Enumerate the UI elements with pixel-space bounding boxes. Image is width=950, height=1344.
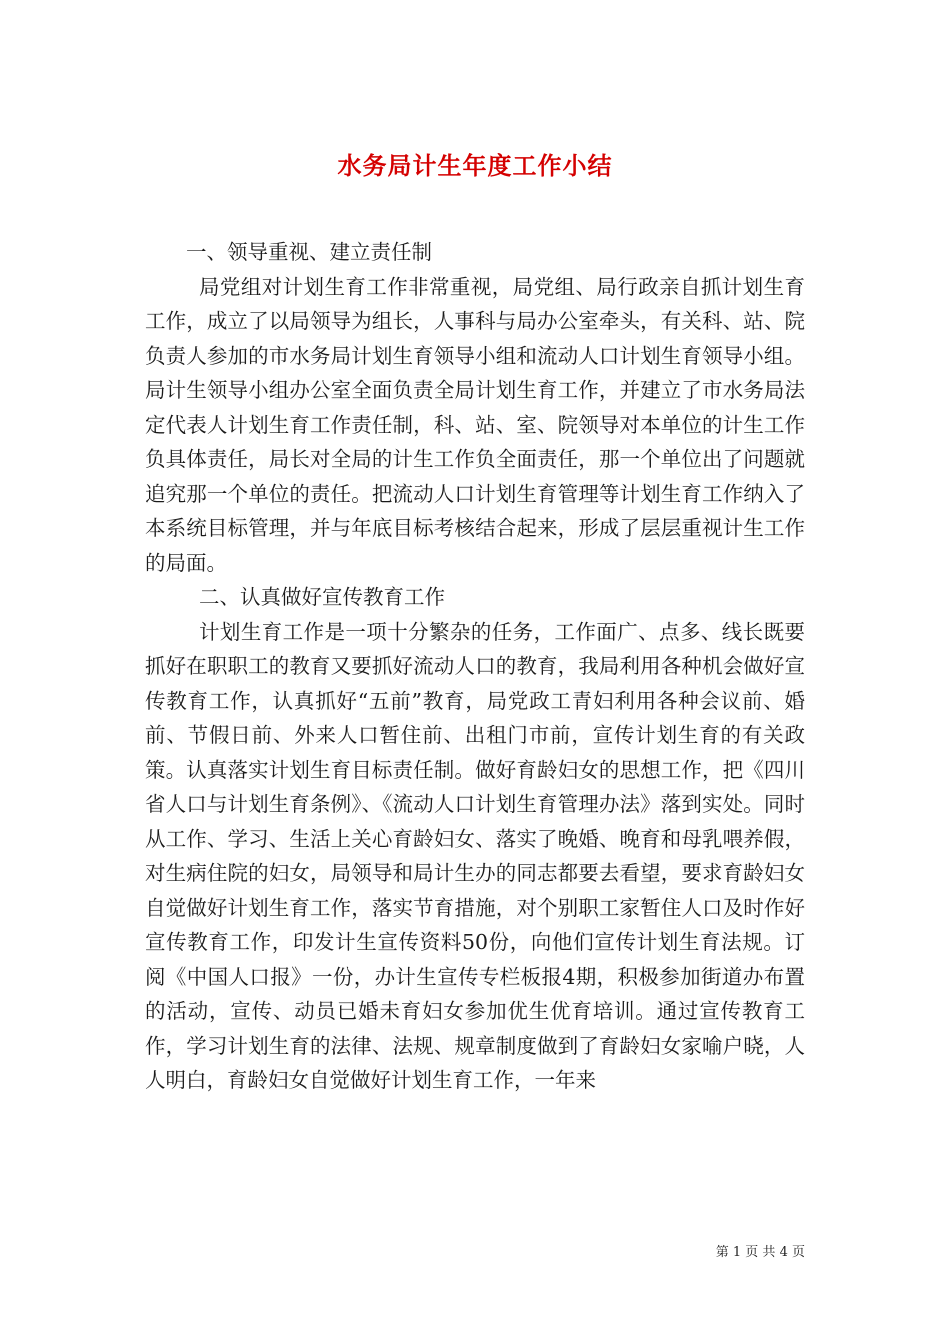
footer-prefix: 第 [715, 1245, 729, 1260]
document-body [145, 235, 805, 1098]
document-title: 水务局计生年度工作小结 [337, 151, 613, 181]
footer-middle: 页 共 [745, 1245, 776, 1260]
section-heading-1: 一、领导重视、建立责任制 [186, 240, 432, 264]
section-paragraph-2: 计划生育工作是一项十分繁杂的任务，工作面广、点多、线长既要抓好在职职工的教育又要抓好流动人口的教育，我局利用各种机会做好宣传教育工作，认真抓好“五前”教育，局党政工青妇利用各种会议前、婚前、节假日前、外来人口暂住前、出租门市前，宣传计划生育的有关政策。认真落实计划生育目标责任制。做好育龄妇女的思想工作，把《四川省人口与计划生育条例》、《流动人口计划生育管理办法》落到实处。同时从工作、学习、生活上关心育龄妇女、落实了晚婚、晚育和母乳喂养假，对生病住院的妇女，局领导和局计生办的同志都要去看望，要求育龄妇女自觉做好计划生育工作，落实节育措施，对个别职工家暂住人口及时作好宣传教育工作，印发计生宣传资料50份，向他们宣传计划生育法规。订阅《中国人口报》一份，办计生宣传专栏板报4期，积极参加街道办布置的活动，宣传、动员已婚未育妇女参加优生优育培训。通过宣传教育工作，学习计划生育的法律、法规、规章制度做到了育龄妇女家喻户晓，人人明白，育龄妇女自觉做好计划生育工作，一年来 [145, 619, 805, 1092]
footer-current-page: 1 [732, 1245, 742, 1260]
footer-total-pages: 4 [779, 1245, 788, 1260]
page-number-footer [716, 1244, 805, 1262]
footer-suffix: 页 [791, 1245, 805, 1260]
section-heading-2: 二、认真做好宣传教育工作 [199, 585, 445, 609]
section-paragraph-1: 局党组对计划生育工作非常重视，局党组、局行政亲自抓计划生育工作，成立了以局领导为组长，人事科与局办公室牵头，有关科、站、院负责人参加的市水务局计划生育领导小组和流动人口计划生育领导小组。局计生领导小组办公室全面负责全局计划生育工作，并建立了市水务局法定代表人计划生育工作责任制，科、站、室、院领导对本单位的计生工作负具体责任，局长对全局的计生工作负全面责任，那一个单位出了问题就追究那一个单位的责任。把流动人口计划生育管理等计划生育工作纳入了本系统目标管理，并与年底目标考核结合起来，形成了层层重视计生工作的局面。 [145, 274, 805, 575]
